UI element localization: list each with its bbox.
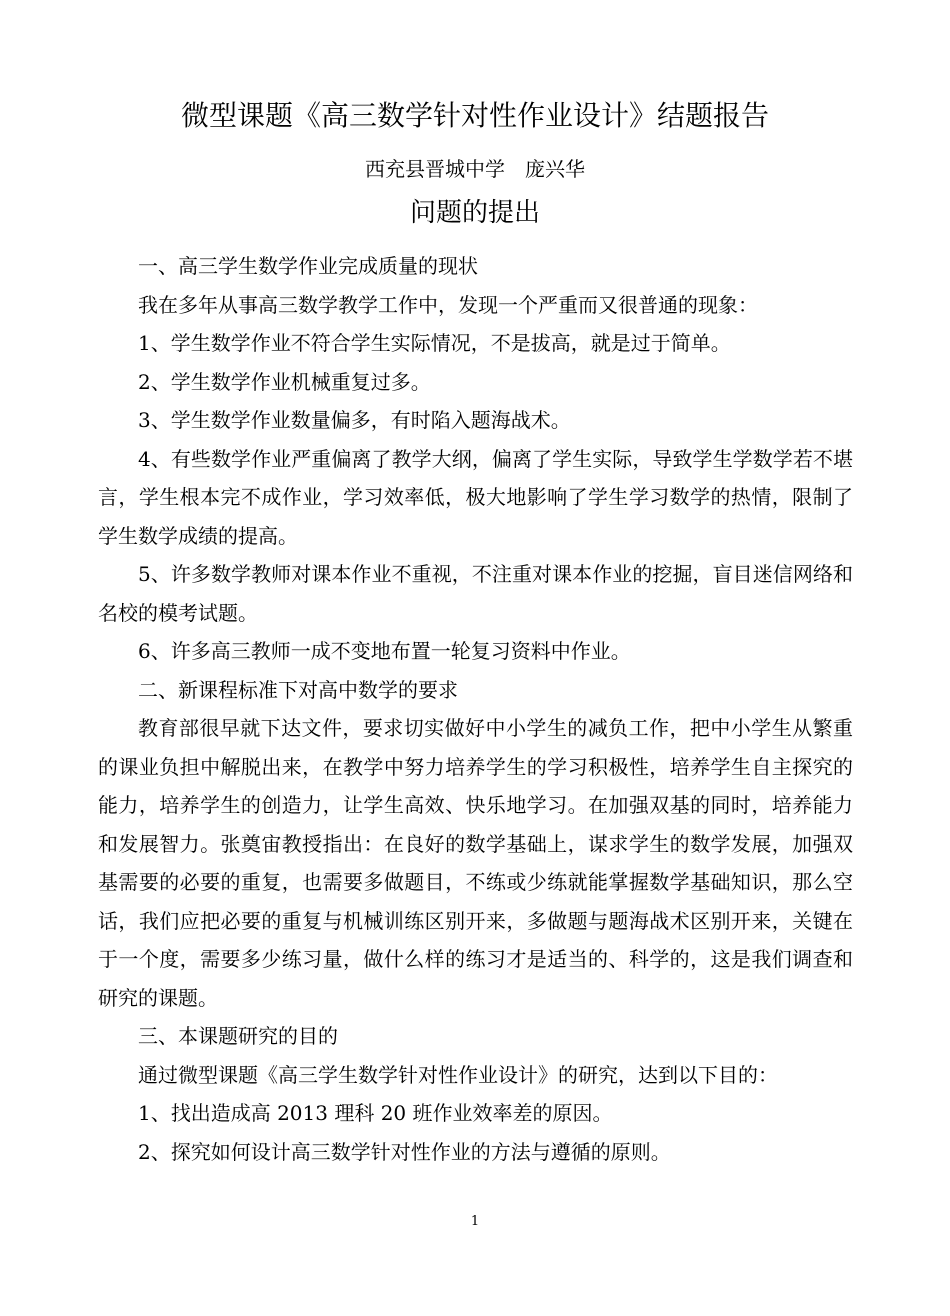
- list-item: 2、学生数学作业机械重复过多。: [138, 369, 431, 394]
- paragraph: 教育部很早就下达文件，要求切实做好中小学生的减负工作，把中小学生从繁重的课业负担中解脱出来，在教学中努力培养学生的学习积极性，培养学生自主探究的能力，培养学生的创造力，让学生高效、快乐地学习。在加强双基的同时，培养能力和发展智力。张奠宙教授指出：在良好的数学基础上，谋求学生的数学发展，加强双基需要的必要的重复，也需要多做题目，不练或少练就能掌握数学基础知识，那么空话，我们应把必要的重复与机械训练区别开来，多做题与题海战术区别开来，关键在于一个度，需要多少练习量，做什么样的练习才是适当的、科学的，这是我们调查和研究的课题。: [98, 716, 853, 1010]
- section-heading: 问题的提出: [409, 198, 540, 228]
- list-item: 4、有些数学作业严重偏离了教学大纲，偏离了学生实际，导致学生学数学若不堪言，学生根本完不成作业，学习效率低，极大地影响了学生学习数学的热情，限制了学生数学成绩的提高。: [98, 446, 853, 548]
- subheading-purpose: 三、本课题研究的目的: [138, 1024, 338, 1048]
- paragraph: 通过微型课题《高三学生数学针对性作业设计》的研究，达到以下目的：: [138, 1062, 778, 1087]
- list-item: 2、探究如何设计高三数学针对性作业的方法与遵循的原则。: [138, 1139, 671, 1164]
- list-item: 5、许多数学教师对课本作业不重视，不注重对课本作业的挖掘，盲目迷信网络和名校的模考试题。: [98, 562, 853, 625]
- author-line: 西充县晋城中学 庞兴华: [365, 157, 585, 181]
- paragraph: 我在多年从事高三数学教学工作中，发现一个严重而又很普通的现象：: [138, 292, 758, 317]
- page-number: 1: [470, 1214, 480, 1229]
- subheading-requirements: 二、新课程标准下对高中数学的要求: [138, 677, 458, 702]
- list-item: 1、学生数学作业不符合学生实际情况，不是拔高，就是过于简单。: [138, 331, 731, 355]
- list-item: 3、学生数学作业数量偏多，有时陷入题海战术。: [138, 408, 571, 432]
- body-text: [98, 247, 853, 1171]
- subheading-status: 一、高三学生数学作业完成质量的现状: [138, 254, 478, 278]
- document-title: 微型课题《高三数学针对性作业设计》结题报告: [180, 99, 769, 132]
- list-item: 1、找出造成高 2013 理科 20 班作业效率差的原因。: [138, 1101, 613, 1125]
- list-item: 6、许多高三教师一成不变地布置一轮复习资料中作业。: [138, 639, 631, 663]
